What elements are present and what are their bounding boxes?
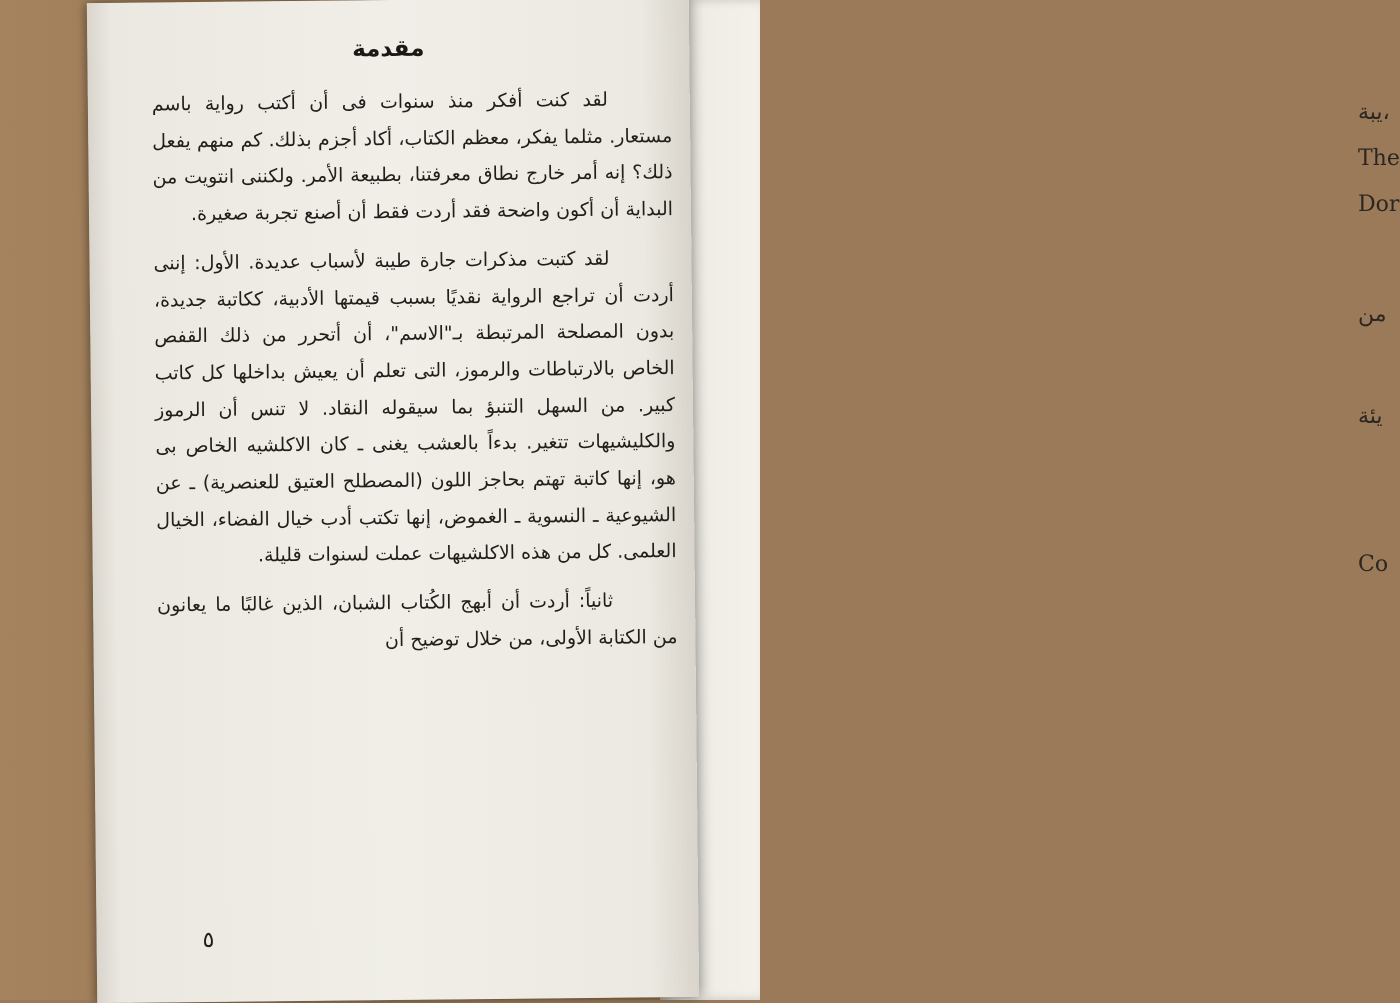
adjacent-page-fragment: The	[1358, 146, 1400, 171]
adjacent-page-fragment: يبة،	[1358, 100, 1390, 125]
paragraph-3: ثانياً: أردت أن أبهج الكُتاب الشبان، الذين غالبًا ما يعانون من الكتابة الأولى، من خلال توضيح أن	[156, 589, 678, 651]
adjacent-page-fragment: Dor	[1358, 192, 1400, 217]
chapter-heading: مقدمة	[352, 35, 425, 63]
adjacent-page-fragment: يئة	[1358, 404, 1383, 429]
paragraph-2: لقد كتبت مذكرات جارة طيبة لأسباب عديدة. الأول: إننى أردت أن تراجع الرواية نقديًا بسبب قيمتها الأدبية، ككاتبة جديدة، بدون المصلحة المرتبطة بـ"الاسم"، أن أتحرر من ذلك القفص الخاص بالارتباطات والرموز، التى تعلم أن يعيش بداخلها كل كاتب كبير. من السهل التنبؤ بما سيقوله النقاد. لا تنس أن الرموز والكليشيهات تتغير. بدءاً بالعشب يغنى ـ كان الاكلشيه الخاص بى هو، إنها كاتبة تهتم بحاجز اللون (المصطلح العتيق للعنصرية) ـ عن الشيوعية ـ النسوية ـ الغموض، إنها تكتب أدب خيال الفضاء، الخيال العلمى. كل من هذه الاكلشيهات عملت لسنوات قليلة.	[153, 247, 677, 567]
adjacent-page-fragment: من	[1358, 302, 1387, 327]
book-page	[87, 0, 699, 1003]
adjacent-page-fragment: Co	[1358, 552, 1389, 577]
page-number: ٥	[202, 927, 215, 954]
paragraph-1: لقد كنت أفكر منذ سنوات فى أن أكتب رواية باسم مستعار. مثلما يفكر، معظم الكتاب، أكاد أجزم بذلك. كم منهم يفعل ذلك؟ إنه أمر خارج نطاق معرفتنا، بطبيعة الأمر. ولكننى انتويت من البداية أن أكون واضحة فقد أردت فقط أن أصنع تجربة صغيرة.	[151, 88, 674, 226]
page-body	[152, 81, 678, 673]
